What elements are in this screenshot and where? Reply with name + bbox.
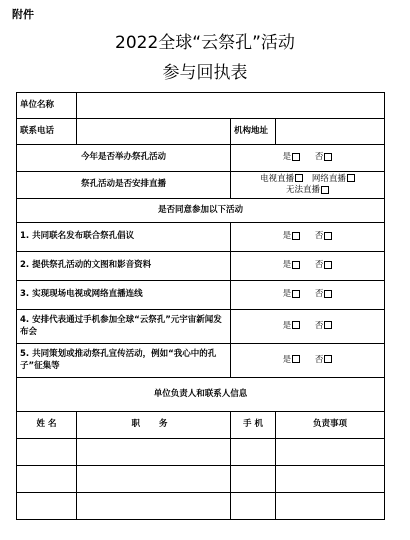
checkbox-icon: [321, 186, 329, 194]
contact-mobile-cell[interactable]: [231, 493, 276, 520]
contact-position-cell[interactable]: [77, 466, 231, 493]
broadcast-web-label: 网络直播: [311, 173, 346, 184]
activity-no-option[interactable]: [315, 231, 333, 242]
broadcast-web-option[interactable]: [312, 174, 355, 185]
contact-mobile-cell[interactable]: [231, 466, 276, 493]
activity-row: [17, 223, 385, 252]
contact-position-cell[interactable]: [77, 493, 231, 520]
checkbox-icon: [324, 153, 332, 161]
contact-row: [17, 493, 385, 520]
activity-no-label: 否: [314, 231, 324, 242]
phone-label: 联系电话: [17, 119, 77, 145]
checkbox-icon: [292, 232, 300, 240]
host-answer: [231, 145, 385, 172]
activity-label: 3. 实现现场电视或网络直播连线: [17, 281, 231, 310]
title-line-2: 参与回执表: [162, 63, 248, 83]
activity-answer: [231, 223, 385, 252]
address-field[interactable]: [276, 119, 385, 145]
activity-no-option[interactable]: [315, 355, 333, 366]
title-line-1: 2022全球“云祭孔”活动: [115, 33, 295, 53]
section-join-heading: 是否同意参加以下活动: [17, 199, 385, 223]
activity-row: [17, 344, 385, 378]
activity-answer: [231, 344, 385, 378]
activity-yes-label: 是: [282, 260, 292, 271]
activity-label: 4. 安排代表通过手机参加全球“云祭孔”元宇宙新闻发布会: [17, 310, 231, 344]
checkbox-icon: [292, 290, 300, 298]
section-contacts-heading: 单位负责人和联系人信息: [17, 378, 385, 412]
activity-no-label: 否: [314, 320, 324, 331]
contact-mobile-cell[interactable]: [231, 439, 276, 466]
contact-name-cell[interactable]: [17, 439, 77, 466]
checkbox-icon: [324, 290, 332, 298]
checkbox-icon: [324, 232, 332, 240]
activity-label: 5. 共同策划或推动祭孔宣传活动，例如“我心中的孔子”征集等: [17, 344, 231, 378]
activity-no-option[interactable]: [315, 289, 333, 300]
attachment-label: 附件: [12, 8, 34, 21]
address-label: 机构地址: [231, 119, 276, 145]
activity-yes-option[interactable]: [283, 231, 301, 242]
contact-position-cell[interactable]: [77, 439, 231, 466]
activity-answer: [231, 310, 385, 344]
checkbox-icon: [324, 355, 332, 363]
contact-name-cell[interactable]: [17, 466, 77, 493]
activity-answer: [231, 252, 385, 281]
header-mobile: 手 机: [231, 412, 276, 439]
unit-name-field[interactable]: [77, 93, 385, 119]
activity-row: [17, 310, 385, 344]
activity-yes-option[interactable]: [283, 321, 301, 332]
activity-no-option[interactable]: [315, 321, 333, 332]
checkbox-icon: [292, 153, 300, 161]
broadcast-answer: [231, 172, 385, 199]
contact-duties-cell[interactable]: [276, 466, 385, 493]
checkbox-icon: [292, 321, 300, 329]
row-phone-address: [17, 119, 385, 145]
contact-duties-cell[interactable]: [276, 439, 385, 466]
activity-label: 2. 提供祭孔活动的文图和影音资料: [17, 252, 231, 281]
activity-no-label: 否: [314, 289, 324, 300]
activity-no-label: 否: [314, 260, 324, 271]
header-position: 职 务: [77, 412, 231, 439]
host-no-label: 否: [314, 152, 324, 163]
activity-yes-label: 是: [282, 231, 292, 242]
row-section-join: [17, 199, 385, 223]
checkbox-icon: [292, 261, 300, 269]
contact-row: [17, 466, 385, 493]
contact-duties-cell[interactable]: [276, 493, 385, 520]
activity-yes-label: 是: [282, 354, 292, 365]
broadcast-tv-label: 电视直播: [260, 173, 295, 184]
broadcast-tv-option[interactable]: [260, 174, 303, 185]
activity-yes-option[interactable]: [283, 355, 301, 366]
receipt-form-table: [16, 92, 385, 520]
activity-label: 1. 共同联名发布联合祭孔倡议: [17, 223, 231, 252]
header-duties: 负责事项: [276, 412, 385, 439]
checkbox-icon: [347, 174, 355, 182]
checkbox-icon: [295, 174, 303, 182]
broadcast-none-label: 无法直播: [286, 185, 321, 195]
contact-row: [17, 439, 385, 466]
phone-field[interactable]: [77, 119, 231, 145]
host-no-option[interactable]: [315, 152, 333, 163]
activity-yes-label: 是: [282, 289, 292, 300]
row-section-contacts: [17, 378, 385, 412]
row-unit-name: [17, 93, 385, 119]
activity-yes-option[interactable]: [283, 289, 301, 300]
unit-name-label: 单位名称: [17, 93, 77, 119]
host-yes-label: 是: [282, 152, 292, 163]
activity-yes-label: 是: [282, 320, 292, 331]
activity-row: [17, 281, 385, 310]
host-yes-option[interactable]: [283, 152, 301, 163]
checkbox-icon: [324, 261, 332, 269]
broadcast-question: 祭孔活动是否安排直播: [17, 172, 231, 199]
activity-no-option[interactable]: [315, 260, 333, 271]
activity-yes-option[interactable]: [283, 260, 301, 271]
contact-name-cell[interactable]: [17, 493, 77, 520]
checkbox-icon: [292, 355, 300, 363]
checkbox-icon: [324, 321, 332, 329]
activity-row: [17, 252, 385, 281]
activity-no-label: 否: [314, 354, 324, 365]
broadcast-none-option[interactable]: [286, 185, 329, 196]
activity-answer: [231, 281, 385, 310]
row-broadcast: [17, 172, 385, 199]
host-question: 今年是否举办祭孔活动: [17, 145, 231, 172]
contacts-header-row: [17, 412, 385, 439]
row-host: [17, 145, 385, 172]
header-name: 姓 名: [17, 412, 77, 439]
